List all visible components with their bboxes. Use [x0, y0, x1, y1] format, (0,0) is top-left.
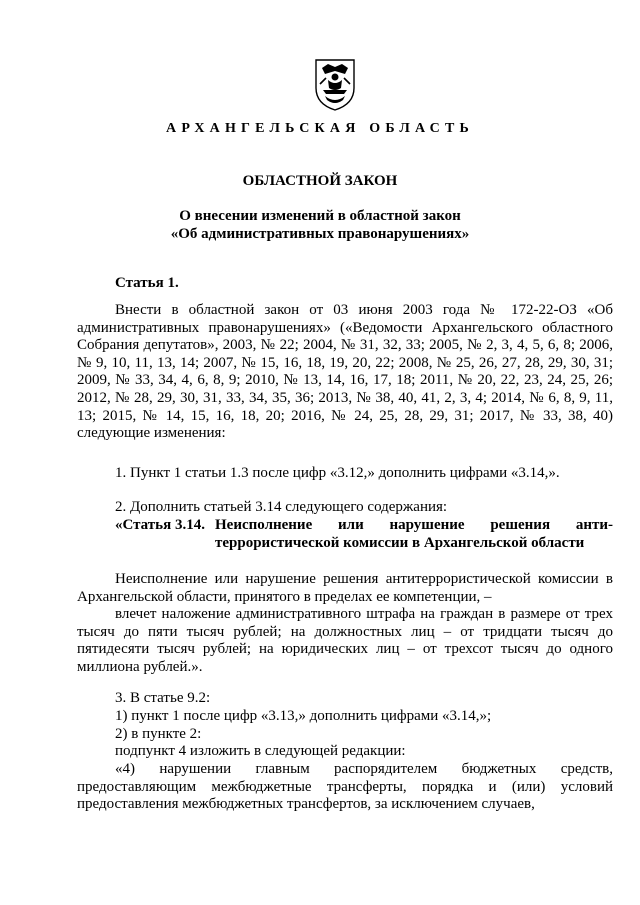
item-3-1: 1) пункт 1 после цифр «3.13,» дополнить цифрами «3.14,»; — [115, 708, 492, 724]
article-heading: Статья 1. — [115, 275, 179, 291]
document-title — [0, 207, 640, 243]
article-3-14-label: «Статья 3.14. — [115, 517, 205, 533]
item-3: 3. В статье 9.2: — [115, 690, 211, 706]
article-3-14-body — [77, 571, 613, 677]
intro-paragraph: Внести в областной закон от 03 июня 2003 года № 172-22-ОЗ «Об административных правонарушениях» («Ведомости Архангельского областного Собрания депутатов», 2003, № 22; 2004, № 31, 32, 33; 2005, № 2, 3, 4, 5, 6, 8; 2006, № 9, 10, 11, 13, 14; 2007, № 15, 16, 18, 19, 20, 22; 2008, № 25, 26, 27, 28, 29, 30, 31; 2009, № 33, 34, 4, 6, 8, 9; 2010, № 13, 14, 16, 17, 18; 2011, № 20, 22, 23, 24, 25, 26; 2012, № 28, 29, 30, 31, 33, 34, 35, 36; 2013, № 38, 40, 41, 2, 3, 4; 2014, № 6, 8, 9, 11, 13; 2015, № 14, 15, 16, 18, 20; 2016, № 24, 25, 28, 29, 31; 2017, № 33, 38, 40) следующие изменения: — [77, 302, 613, 442]
coat-of-arms-icon — [314, 58, 356, 112]
item-2: 2. Дополнить статьей 3.14 следующего содержания: — [115, 499, 448, 515]
item-3-2: 2) в пункте 2: — [115, 726, 202, 742]
item-1: 1. Пункт 1 статьи 1.3 после цифр «3.12,» дополнить цифрами «3.14,». — [115, 465, 560, 481]
article-intro — [77, 302, 613, 443]
document-type: ОБЛАСТНОЙ ЗАКОН — [242, 173, 398, 189]
document-title-line-2: «Об административных правонарушениях» — [170, 226, 470, 242]
article-3-14-title-line-1: Неисполнение или нарушение решения анти- — [215, 517, 613, 533]
article-3-14-title — [215, 517, 613, 552]
article-3-14-title-line-2: террористической комиссии в Архангельской области — [215, 534, 585, 551]
item-3-2-text: «4) нарушении главным распорядителем бюджетных средств, предоставляющим межбюджетные трансферты, порядка и (или) условий предоставления межбюджетных трансфертов, за исключением случаев, — [77, 761, 613, 813]
article-3-14-paragraph-1: Неисполнение или нарушение решения антитеррористической комиссии в Архангельской области, принятого в пределах ее компетенции, – — [77, 571, 613, 605]
item-3-2-sub: подпункт 4 изложить в следующей редакции: — [115, 743, 406, 759]
document-title-line-1: О внесении изменений в областной закон — [179, 208, 461, 224]
region-name: АРХАНГЕЛЬСКАЯ ОБЛАСТЬ — [166, 121, 474, 136]
article-3-14-paragraph-2: влечет наложение административного штрафа на граждан в размере от трех тысяч до пяти тысяч рублей; на должностных лиц – от тридцати тысяч до пятидесяти тысяч рублей; на юридических лиц – от трехсот тысяч до одного миллиона рублей.». — [77, 606, 613, 675]
item-3-2-text-block — [77, 761, 613, 814]
